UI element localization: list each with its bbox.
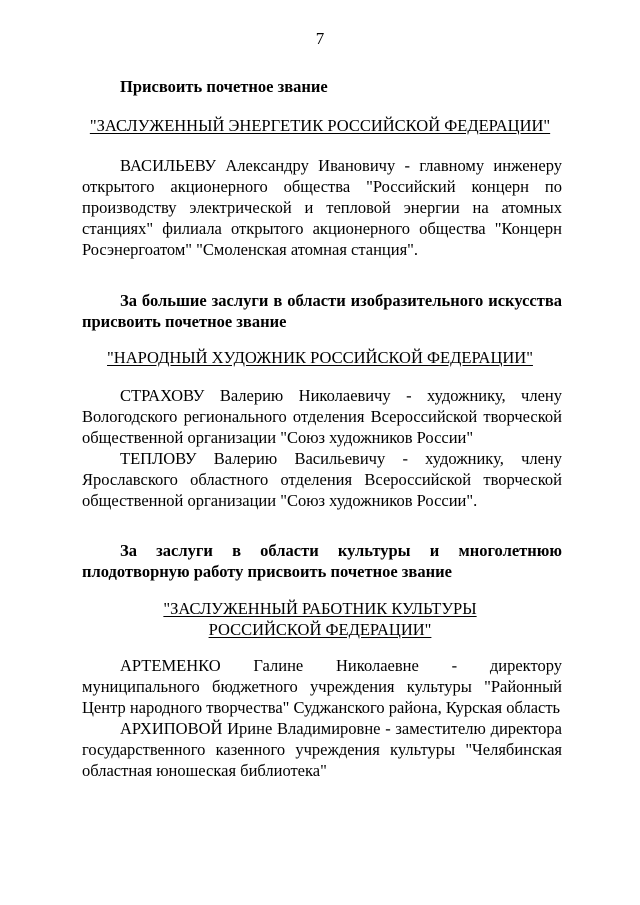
section3-body bbox=[82, 655, 562, 781]
person-paragraph: АРТЕМЕНКО Галине Николаевне - директору муниципального бюджетного учреждения культуры "Районный Центр народного творчества" Суджанского района, Курская область bbox=[82, 656, 562, 717]
section1-body bbox=[82, 155, 562, 260]
section3-title bbox=[0, 598, 640, 640]
section3-title-line2: РОССИЙСКОЙ ФЕДЕРАЦИИ" bbox=[208, 620, 432, 639]
section2-title-text: "НАРОДНЫЙ ХУДОЖНИК РОССИЙСКОЙ ФЕДЕРАЦИИ" bbox=[107, 348, 533, 367]
section3-title-line1: "ЗАСЛУЖЕННЫЙ РАБОТНИК КУЛЬТУРЫ bbox=[163, 599, 477, 618]
section1-title-text: "ЗАСЛУЖЕННЫЙ ЭНЕРГЕТИК РОССИЙСКОЙ ФЕДЕРАЦИИ" bbox=[89, 116, 551, 135]
person-paragraph: АРХИПОВОЙ Ирине Владимировне - заместителю директора государственного казенного учреждения культуры "Челябинская областная юношеская библиотека" bbox=[82, 719, 562, 780]
person-paragraph: ТЕПЛОВУ Валерию Васильевичу - художнику, члену Ярославского областного отделения Всероссийской творческой общественной организации "Союз художников России". bbox=[82, 449, 562, 510]
person-paragraph: ВАСИЛЬЕВУ Александру Ивановичу - главному инженеру открытого акционерного общества "Российский концерн по производству электрической и тепловой энергии на атомных станциях" филиала открытого акционерного общества "Концерн Росэнергоатом" "Смоленская атомная станция". bbox=[82, 156, 562, 259]
section1-intro: Присвоить почетное звание bbox=[120, 77, 328, 96]
section2-title bbox=[0, 347, 640, 368]
section3-intro bbox=[82, 540, 562, 582]
page-number: 7 bbox=[315, 29, 325, 48]
section2-body bbox=[82, 385, 562, 511]
section3-intro-text: За заслуги в области культуры и многолетнюю плодотворную работу присвоить почетное звание bbox=[82, 541, 562, 581]
section2-intro-text: За большие заслуги в области изобразительного искусства присвоить почетное звание bbox=[82, 291, 562, 331]
section1-title bbox=[0, 115, 640, 136]
section2-intro bbox=[82, 290, 562, 332]
person-paragraph: СТРАХОВУ Валерию Николаевичу - художнику, члену Вологодского регионального отделения Всероссийской творческой общественной организации "Союз художников России" bbox=[82, 386, 562, 447]
